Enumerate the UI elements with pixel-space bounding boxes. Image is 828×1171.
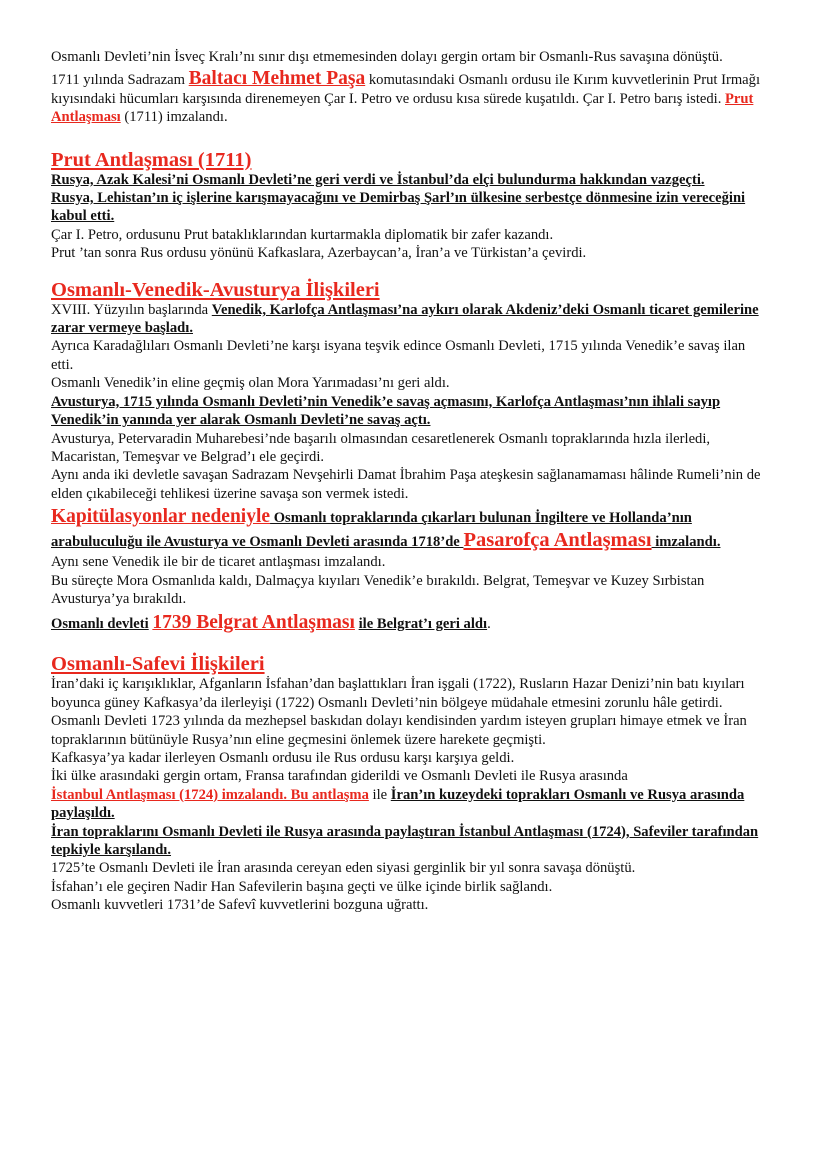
venedik-paragraph-3: Osmanlı Venedik’in eline geçmiş olan Mora Yarımadası’nı geri aldı. (51, 375, 450, 392)
prut-line-3: Çar I. Petro, ordusunu Prut bataklıklarından kurtarmakla diplomatik bir zafer kazandı. (51, 226, 554, 243)
kapitulasyonlar-paragraph (51, 506, 768, 553)
intro-paragraph-2 (51, 70, 768, 126)
section-title-prut: Prut Antlaşması (1711) (51, 148, 252, 171)
venedik-paragraph-9: Bu süreçte Mora Osmanlıda kaldı, Dalmaçya kıyıları Venedik’e bırakıldı. Belgrat, Temeşvar ve Kuzey Sırbistan Avusturya’ya bırakıldı. (51, 572, 705, 607)
baltaci-mehmet-pasa-highlight: Baltacı Mehmet Paşa (188, 68, 366, 90)
intro-text-c: (1711) imzalandı. (120, 109, 228, 126)
intro-text-b: komutasındaki Osmanlı ordusu ile Kırım kuvvetlerinin Prut Irmağı kıyısındaki hücumları karşısında direnemeyen Çar I. Petro ve ordusu kısa sürede kuşatıldı. Çar I. Petro barış istedi. (51, 72, 761, 107)
venedik-paragraph-2: Ayrıca Karadağlıları Osmanlı Devleti’ne karşı isyana teşvik edince Osmanlı Devleti, 1715 yılında Venedik’e savaş ilan etti. (51, 338, 746, 373)
safevi-p5-emphasis: İran’ın kuzeydeki toprakları Osmanlı ve Rusya arasında paylaşıldı. (51, 786, 745, 822)
kapitulasyonlar-text: Osmanlı topraklarında çıkarları bulunan İngiltere ve Hollanda’nın arabuluculuğu ile Avusturya ve Osmanlı Devleti arasında 1718’de (51, 510, 692, 551)
safevi-paragraph-4: İki ülke arasındaki gergin ortam, Fransa tarafından giderildi ve Osmanlı Devleti ile Rusya arasında (51, 768, 628, 785)
safevi-paragraph-5 (51, 786, 768, 823)
venedik-paragraph-6: Aynı anda iki devletle savaşan Sadrazam Nevşehirli Damat İbrahim Paşa ateşkesin sağlanamaması hâlinde Rumeli’nin de elden çıkabileceği tehlikesi üzerine savaşa son vermek istedi. (51, 467, 761, 502)
kapitulasyonlar-end: imzalandı. (651, 534, 721, 551)
venedik-paragraph-8: Aynı sene Venedik ile bir de ticaret antlaşması imzalandı. (51, 554, 386, 571)
venedik-p1-text: XVIII. Yüzyılın başlarında (51, 301, 212, 318)
belgrat-paragraph (51, 612, 768, 635)
intro-paragraph-1: Osmanlı Devleti’nin İsveç Kralı’nı sınır dışı etmemesinden dolayı gergin ortam bir Osmanlı-Rus savaşına dönüştü. (51, 49, 723, 65)
venedik-paragraph-1 (51, 301, 768, 338)
prut-line-4: Prut ’tan sonra Rus ordusu yönünü Kafkaslara, Azerbaycan’a, İran’a ve Türkistan’a çevirdi. (51, 245, 587, 262)
istanbul-treaty-highlight: İstanbul Antlaşması (1724) imzalandı. Bu antlaşma (51, 786, 369, 803)
pasarofca-treaty-highlight: Pasarofça Antlaşması (463, 529, 652, 552)
section-title-safevi: Osmanlı-Safevi İlişkileri (51, 653, 265, 676)
belgrat-period: . (487, 616, 491, 633)
safevi-paragraph-6: İran topraklarını Osmanlı Devleti ile Rusya arasında paylaştıran İstanbul Antlaşması (1724), Safeviler tarafından tepkiyle karşılandı. (51, 823, 759, 858)
safevi-paragraph-2: Osmanlı Devleti 1723 yılında da mezhepsel baskıdan dolayı kendisinden yardım isteyen grupları himaye etmek ve İran topraklarının bütünüyle Rusya’nın eline geçmesini önlemek üzere harekete geçmişti. (51, 713, 747, 748)
venedik-paragraph-5: Avusturya, Petervaradin Muharebesi’nde başarılı olmasından cesaretlenerek Osmanlı topraklarında hızla ilerledi, Macaristan, Temeşvar ve Belgrad’ı ele geçirdi. (51, 430, 711, 465)
prut-line-1: Rusya, Azak Kalesi’ni Osmanlı Devleti’ne geri verdi ve İstanbul’da elçi bulundurma hakkından vazgeçti. (51, 171, 705, 188)
safevi-paragraph-9: Osmanlı kuvvetleri 1731’de Safevî kuvvetlerini bozguna uğrattı. (51, 897, 429, 914)
safevi-paragraph-8: İsfahan’ı ele geçiren Nadir Han Safevilerin başına geçti ve ülke içinde birlik sağlandı. (51, 878, 553, 895)
safevi-paragraph-3: Kafkasya’ya kadar ilerleyen Osmanlı ordusu ile Rus ordusu karşı karşıya geldi. (51, 749, 515, 766)
safevi-paragraph-1: İran’daki iç karışıklıklar, Afganların İsfahan’dan başlattıkları İran işgali (1722), Rusların Hazar Denizi’nin batı kıyıları boyunca güney Kafkasya’da ilerleyişi (1722) Osmanlı Devleti’nin bölgeye müdahale etmesini zorunlu hâle getirdi. (51, 676, 745, 711)
intro-text-a: 1711 yılında Sadrazam (51, 72, 189, 89)
safevi-p5-mid: ile (368, 786, 391, 803)
venedik-p1-emphasis: Venedik, Karlofça Antlaşması’na aykırı olarak Akdeniz’deki Osmanlı ticaret gemilerine zarar vermeye başladı. (51, 301, 759, 337)
belgrat-text-a: Osmanlı devleti (51, 616, 149, 633)
venedik-paragraph-4: Avusturya, 1715 yılında Osmanlı Devleti’nin Venedik’e savaş açmasını, Karlofça Antlaşması’nın ihlali sayıp Venedik’in yanında yer alarak Osmanlı Devleti’ne savaş açtı. (51, 393, 721, 429)
prut-treaty-highlight: Prut Antlaşması (51, 90, 754, 126)
belgrat-text-b: ile Belgrat’ı geri aldı (358, 616, 488, 633)
prut-line-2: Rusya, Lehistan’ın iç işlerine karışmayacağını ve Demirbaş Şarl’ın ülkesine serbestçe dönmesine izin vereceğini kabul etti. (51, 190, 746, 225)
safevi-paragraph-7: 1725’te Osmanlı Devleti ile İran arasında cereyan eden siyasi gerginlik bir yıl sonra savaşa dönüştü. (51, 860, 636, 877)
belgrat-treaty-highlight: 1739 Belgrat Antlaşması (152, 612, 355, 634)
section-title-venedik: Osmanlı-Venedik-Avusturya İlişkileri (51, 278, 380, 301)
kapitulasyonlar-highlight: Kapitülasyonlar nedeniyle (51, 506, 271, 528)
